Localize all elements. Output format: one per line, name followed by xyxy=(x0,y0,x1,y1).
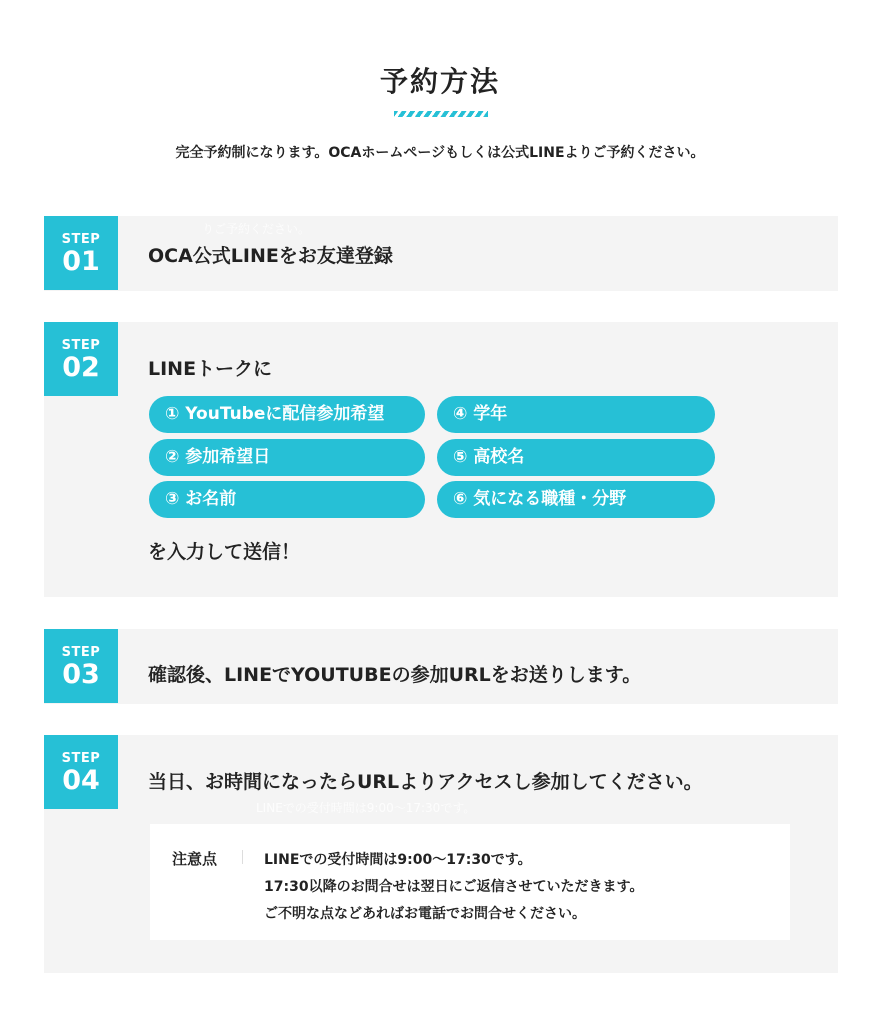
step-04-badge xyxy=(44,735,118,809)
step-01-heading: OCA公式LINEをお友達登録 xyxy=(148,245,393,267)
step-label: STEP xyxy=(61,232,101,247)
step-label: STEP xyxy=(61,751,101,766)
step-01-badge xyxy=(44,216,118,290)
step-04-heading: 当日、お時間になったらURLよりアクセスし参加してください。 xyxy=(148,771,703,793)
step-label: STEP xyxy=(61,338,101,353)
step-02-card xyxy=(44,322,838,597)
notice-line: ご不明な点などあればお電話でお問合せください。 xyxy=(264,906,586,922)
step-label: STEP xyxy=(61,645,101,660)
step-02-heading: LINEトークに xyxy=(148,358,273,380)
notice-box xyxy=(150,824,790,940)
ghost-overlay-text: LINEでの受付時間は9:00～17:30です。 xyxy=(256,801,476,815)
page-title: 予約方法 xyxy=(379,65,500,98)
info-pill-school: ⑤ 高校名 xyxy=(437,439,715,476)
notice-line: LINEでの受付時間は9:00～17:30です。 xyxy=(264,852,532,868)
info-pill-youtube: ① YouTubeに配信参加希望 xyxy=(149,396,425,433)
info-pill-interest: ⑥ 気になる職種・分野 xyxy=(437,481,715,518)
step-number: 03 xyxy=(62,659,100,690)
notice-divider xyxy=(242,850,243,864)
step-02-after-text: を入力して送信！ xyxy=(148,541,301,563)
intro-text: 完全予約制になります。OCAホームページもしくは公式LINEよりご予約ください。 xyxy=(175,145,705,161)
title-underline-decoration xyxy=(394,111,488,117)
step-02-badge xyxy=(44,322,118,396)
notice-line: 17:30以降のお問合せは翌日にご返信させていただきます。 xyxy=(264,879,644,895)
step-number: 01 xyxy=(62,246,100,277)
step-03-heading: 確認後、LINEでYOUTUBEの参加URLをお送りします。 xyxy=(148,664,642,686)
step-number: 02 xyxy=(62,352,100,383)
info-pill-grade: ④ 学年 xyxy=(437,396,715,433)
step-01-card xyxy=(44,216,838,291)
info-pill-name: ③ お名前 xyxy=(149,481,425,518)
step-03-card xyxy=(44,629,838,704)
notice-label: 注意点 xyxy=(172,850,218,868)
ghost-overlay-text: りご予約ください。 xyxy=(202,222,311,236)
step-03-badge xyxy=(44,629,118,703)
step-number: 04 xyxy=(62,765,100,796)
info-pill-date: ② 参加希望日 xyxy=(149,439,425,476)
step-04-card xyxy=(44,735,838,973)
